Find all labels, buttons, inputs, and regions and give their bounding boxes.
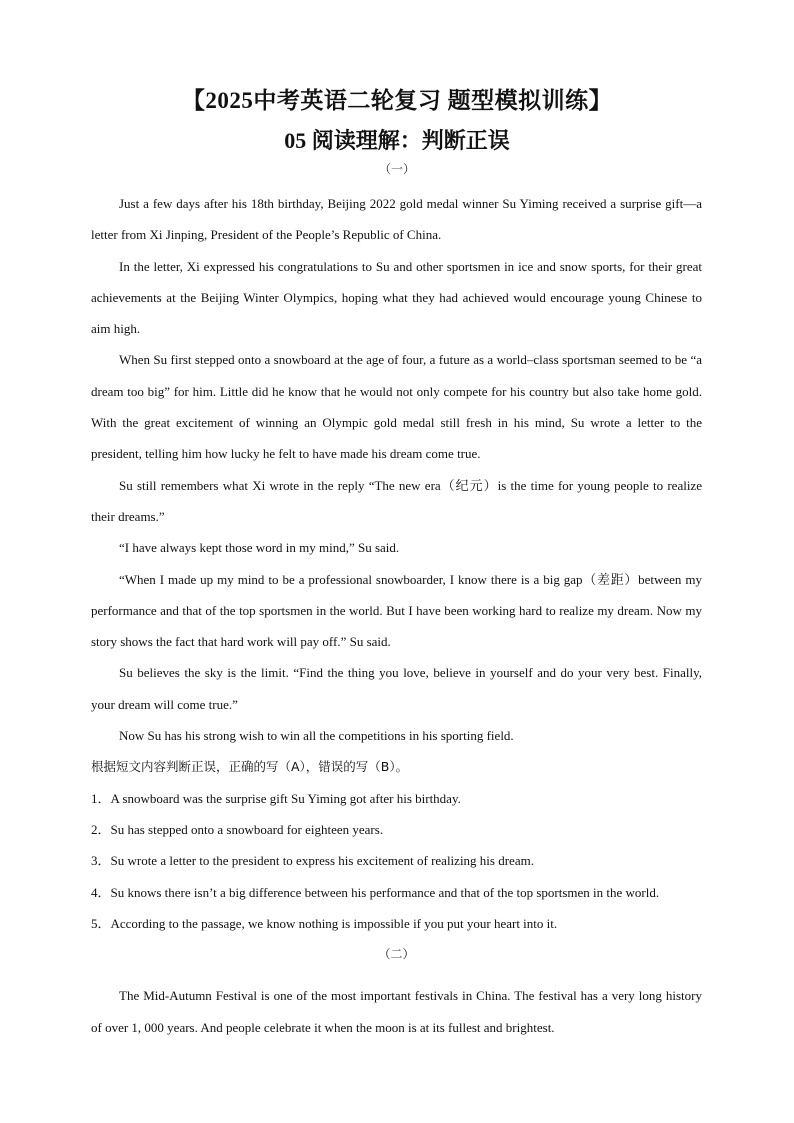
- passage1-paragraph: Su still remembers what Xi wrote in the reply “The new era（纪元）is the time for young people to realize their dreams.”: [91, 477, 702, 524]
- question-item: 5．According to the passage, we know nothing is impossible if you put your heart into it.: [91, 915, 558, 931]
- page-subtitle: 05 阅读理解：判断正误: [284, 128, 510, 153]
- passage1-paragraph: In the letter, Xi expressed his congratulations to Su and other sportsmen in ice and snow sports, for their great achievements at the Beijing Winter Olympics, hoping what they had achieved would encourage young Chinese to aim high.: [91, 258, 702, 337]
- passage1-paragraph: Su believes the sky is the limit. “Find the thing you love, believe in yourself and do your very best. Finally, your dream will come true.”: [91, 665, 702, 712]
- passage1-paragraph: Now Su has his strong wish to win all the competitions in his sporting field.: [119, 728, 514, 744]
- document-body: [91, 188, 702, 1043]
- question-item: 1．A snowboard was the surprise gift Su Yiming got after his birthday.: [91, 790, 461, 806]
- passage1-paragraph: Just a few days after his 18th birthday, Beijing 2022 gold medal winner Su Yiming received a surprise gift—a letter from Xi Jinping, President of the People’s Republic of China.: [91, 196, 702, 243]
- passage1-paragraph: When Su first stepped onto a snowboard at the age of four, a future as a world–class sportsman seemed to be “a dream too big” for him. Little did he know that he would not only compete for his country but also take home gold. With the great excitement of winning an Olympic gold medal still fresh in his mind, Su wrote a letter to the president, telling him how lucky he felt to have made his dream come true.: [91, 352, 702, 462]
- passage1-paragraph: “I have always kept those word in my mind,” Su said.: [119, 540, 400, 556]
- passage2-paragraph: The Mid-Autumn Festival is one of the most important festivals in China. The festival has a very long history of over 1, 000 years. And people celebrate it when the moon is at its fullest and brightest.: [91, 988, 702, 1035]
- passage1-paragraph: “When I made up my mind to be a professional snowboarder, I know there is a big gap（差距）between my performance and that of the top sportsmen in the world. But I have been working hard to realize my dream. Now my story shows the fact that hard work will pay off.” Su said.: [91, 571, 702, 650]
- question-item: 3．Su wrote a letter to the president to express his excitement of realizing his dream.: [91, 853, 534, 869]
- page-title: 【2025中考英语二轮复习 题型模拟训练】: [181, 88, 613, 113]
- section-label-2: （二）: [378, 947, 415, 962]
- question-item: 2．Su has stepped onto a snowboard for eighteen years.: [91, 821, 384, 837]
- instruction-text: 根据短文内容判断正误，正确的写（A），错误的写（B）。: [91, 759, 409, 775]
- question-item: 4．Su knows there isn’t a big difference between his performance and that of the top sportsmen in the world.: [91, 884, 660, 900]
- section-label-1: （一）: [378, 162, 415, 176]
